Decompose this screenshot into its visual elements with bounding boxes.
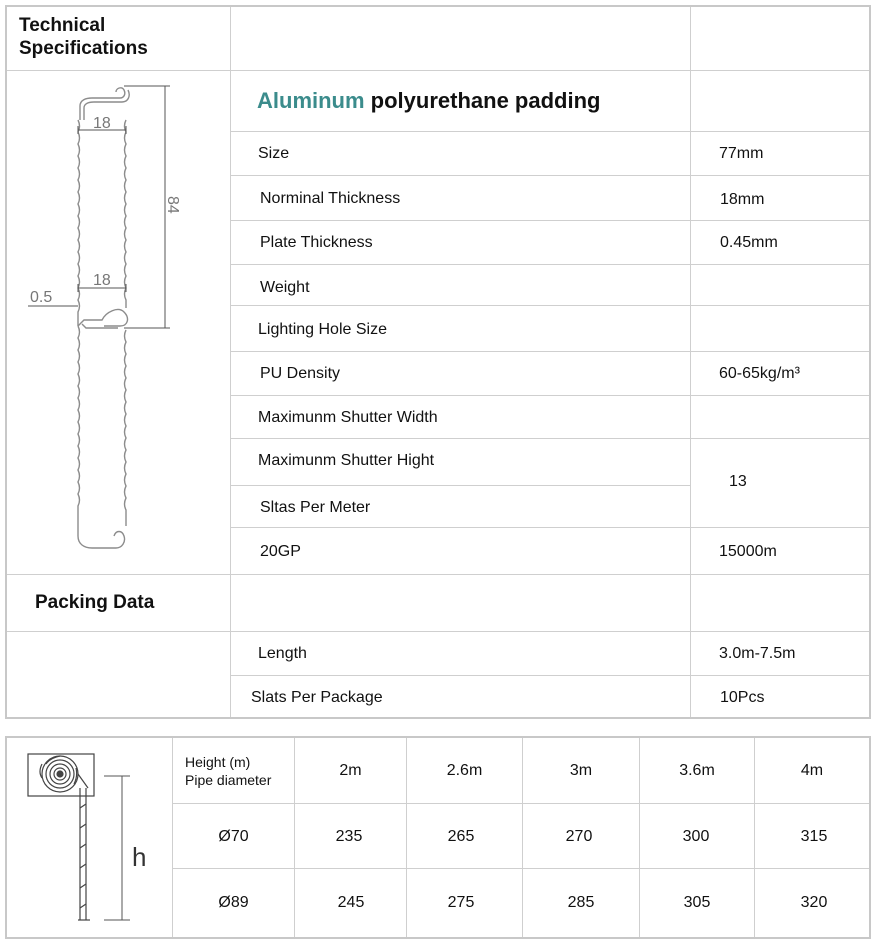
spec-label-plate-thickness: Plate Thickness xyxy=(260,234,373,251)
spec-value-20gp: 15000m xyxy=(719,543,777,560)
dim-height: 84 xyxy=(164,196,181,214)
packing-label-length: Length xyxy=(258,645,307,662)
pipe-cell: 275 xyxy=(447,894,475,911)
pipe-height-2-6m: 2.6m xyxy=(446,762,483,779)
packing-value-length: 3.0m-7.5m xyxy=(719,645,796,662)
dim-thickness: 0.5 xyxy=(30,289,53,306)
drawing-height-label: h xyxy=(132,842,147,872)
pipe-cell: 235 xyxy=(335,828,363,845)
pipe-corner-height: Height (m) xyxy=(185,754,251,770)
pipe-cell: 265 xyxy=(447,828,475,845)
pipe-corner-diameter: Pipe diameter xyxy=(185,772,272,788)
dim-mid-width: 18 xyxy=(93,272,111,289)
pipe-height-4m: 4m xyxy=(800,762,824,779)
pipe-cell: 285 xyxy=(567,894,595,911)
spec-value-size: 77mm xyxy=(719,145,764,162)
pipe-cell: 320 xyxy=(800,894,828,911)
spec-label-nominal-thickness: Norminal Thickness xyxy=(260,190,401,207)
spec-label-size: Size xyxy=(258,145,290,162)
spec-value-slats-per-meter: 13 xyxy=(729,473,747,490)
pipe-diameter-89: Ø89 xyxy=(218,894,249,911)
pipe-height-3-6m: 3.6m xyxy=(679,762,715,779)
packing-value-slats: 10Pcs xyxy=(720,689,765,706)
packing-label-slats: Slats Per Package xyxy=(251,689,383,706)
product-title xyxy=(257,88,600,114)
spec-value-pu-density: 60-65kg/m³ xyxy=(719,365,800,382)
spec-label-lighting-hole: Lighting Hole Size xyxy=(258,321,387,338)
spec-header: Technical Specifications xyxy=(19,15,148,59)
roller-shutter-drawing xyxy=(20,748,165,928)
spec-value-plate-thickness: 0.45mm xyxy=(720,234,778,251)
spec-label-20gp: 20GP xyxy=(260,543,301,560)
slat-profile-drawing xyxy=(20,80,220,560)
pipe-cell: 305 xyxy=(683,894,711,911)
spec-label-slats-per-meter: Sltas Per Meter xyxy=(260,499,371,516)
spec-label-weight: Weight xyxy=(260,279,310,296)
product-title-accent: Aluminum xyxy=(257,88,365,113)
dim-top-width: 18 xyxy=(93,115,111,132)
pipe-cell: 270 xyxy=(565,828,593,845)
spec-label-max-width: Maximunm Shutter Width xyxy=(258,409,438,426)
spec-label-pu-density: PU Density xyxy=(260,365,341,382)
pipe-diameter-70: Ø70 xyxy=(218,828,249,845)
pipe-cell: 315 xyxy=(800,828,828,845)
product-title-rest: polyurethane padding xyxy=(364,88,601,113)
pipe-height-2m: 2m xyxy=(339,762,362,779)
packing-header: Packing Data xyxy=(35,592,155,613)
pipe-cell: 245 xyxy=(337,894,365,911)
spec-label-max-height: Maximunm Shutter Hight xyxy=(258,452,435,469)
pipe-cell: 300 xyxy=(682,828,710,845)
pipe-height-3m: 3m xyxy=(569,762,593,779)
spec-value-nominal-thickness: 18mm xyxy=(720,191,765,208)
